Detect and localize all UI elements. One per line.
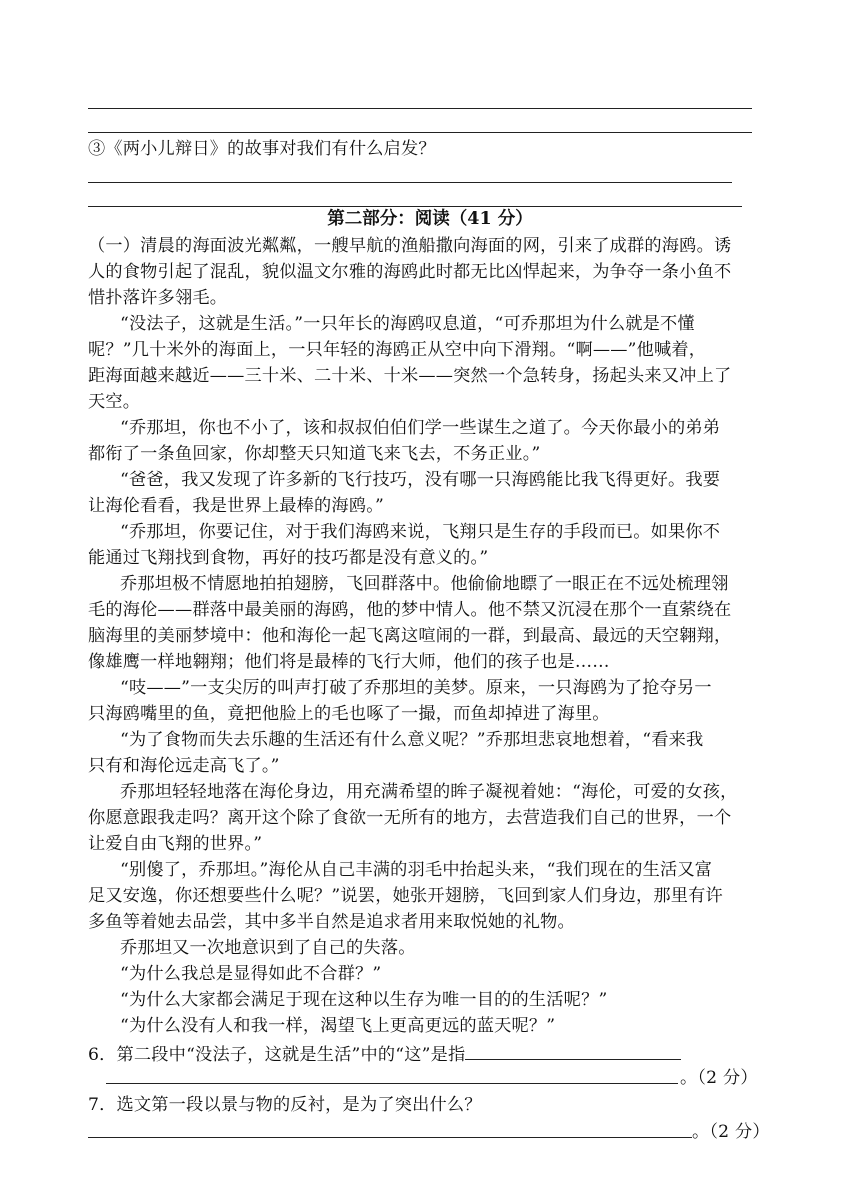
passage-line: 让爱自由飞翔的世界。” [88,834,263,854]
passage-line: 毛的海伦——群落中最美丽的海鸥，他的梦中情人。他不禁又沉浸在那个一直萦绕在 [88,600,732,620]
passage-line: “为什么大家都会满足于现在这种以生存为唯一目的的生活呢？” [120,990,608,1010]
question-6 [88,1041,768,1069]
passage-line: 只有和海伦远走高飞了。” [88,756,280,776]
passage-line: 都衔了一条鱼回家，你却整天只知道飞来飞去，不务正业。” [88,444,541,464]
passage-line: 让海伦看看，我是世界上最棒的海鸥。” [88,496,384,516]
answer-line [88,108,752,109]
answer-line [88,182,732,183]
passage-line: 只海鸥嘴里的鱼，竟把他脸上的毛也啄了一撮，而鱼却掉进了海里。 [88,704,610,724]
question-7-score: 。（2 分） [692,1122,770,1142]
passage-line: 多鱼等着她去品尝，其中多半自然是追求者用来取悦她的礼物。 [88,912,575,932]
answer-blank[interactable] [465,1041,681,1060]
passage-line: “乔那坦，你要记住，对于我们海鸥来说，飞翔只是生存的手段而已。如果你不 [120,522,721,542]
answer-line [88,132,752,133]
passage-line: 呢？”几十米外的海面上，一只年轻的海鸥正从空中向下滑翔。“啊——”他喊着， [88,340,707,360]
question-3: ③《两小儿辩日》的故事对我们有什么启发？ [88,139,436,159]
passage-line: “为什么我总是显得如此不合群？” [120,964,382,984]
passage-line: 距海面越来越近——三十米、二十米、十米——突然一个急转身，扬起头来又冲上了 [88,366,732,386]
question-6-text: 6．第二段中“没法子，这就是生活”中的“这”是指 [88,1045,466,1065]
passage-line: “为了食物而失去乐趣的生活还有什么意义呢？”乔那坦悲哀地想着，“看来我 [120,730,704,750]
section-title: 第二部分：阅读（41 分） [327,209,533,229]
passage-line: 惜扑落许多翎毛。 [88,288,228,308]
passage-line: “爸爸，我又发现了许多新的飞行技巧，没有哪一只海鸥能比我飞得更好。我要 [120,470,721,490]
passage-line: 足又安逸，你还想要些什么呢？”说罢，她张开翅膀，飞回到家人们身边，那里有许 [88,886,723,906]
passage-line: 脑海里的美丽梦境中：他和海伦一起飞离这喧闹的一群，到最高、最远的天空翱翔， [88,626,732,646]
passage-line: 天空。 [88,392,141,412]
question-6-score: 。（2 分） [680,1068,758,1088]
answer-line[interactable] [88,1137,692,1138]
passage-line: 你愿意跟我走吗？离开这个除了食欲一无所有的地方，去营造我们自己的世界，一个 [88,808,732,828]
passage-line: “为什么没有人和我一样，渴望飞上更高更远的蓝天呢？” [120,1016,556,1036]
passage-line: “乔那坦，你也不小了，该和叔叔伯伯们学一些谋生之道了。今天你最小的弟弟 [120,418,721,438]
passage-line: “没法子，这就是生活。”一只年长的海鸥叹息道，“可乔那坦为什么就是不懂 [120,314,695,334]
passage-line: 人的食物引起了混乱，貌似温文尔雅的海鸥此时都无比凶悍起来，为争夺一条小鱼不 [88,262,732,282]
passage-line: 能通过飞翔找到食物，再好的技巧都是没有意义的。” [88,548,489,568]
passage-line: 像雄鹰一样地翱翔；他们将是最棒的飞行大师，他们的孩子也是…… [88,652,610,672]
passage-line: “别傻了，乔那坦。”海伦从自己丰满的羽毛中抬起头来，“我们现在的生活又富 [120,860,713,880]
passage-line: （一）清晨的海面波光粼粼，一艘早航的渔船撒向海面的网，引来了成群的海鸥。诱 [88,236,732,256]
answer-line[interactable] [106,1083,678,1084]
passage-line: 乔那坦又一次地意识到了自己的失落。 [120,938,416,958]
passage-line: “吱——”一支尖厉的叫声打破了乔那坦的美梦。原来，一只海鸥为了抢夺另一 [120,678,712,698]
question-7: 7．选文第一段以景与物的反衬，是为了突出什么？ [88,1095,482,1115]
passage-line: 乔那坦极不情愿地拍拍翅膀，飞回群落中。他偷偷地瞟了一眼正在不远处梳理翎 [120,574,729,594]
passage-line: 乔那坦轻轻地落在海伦身边，用充满希望的眸子凝视着她：“海伦，可爱的女孩， [120,782,738,802]
